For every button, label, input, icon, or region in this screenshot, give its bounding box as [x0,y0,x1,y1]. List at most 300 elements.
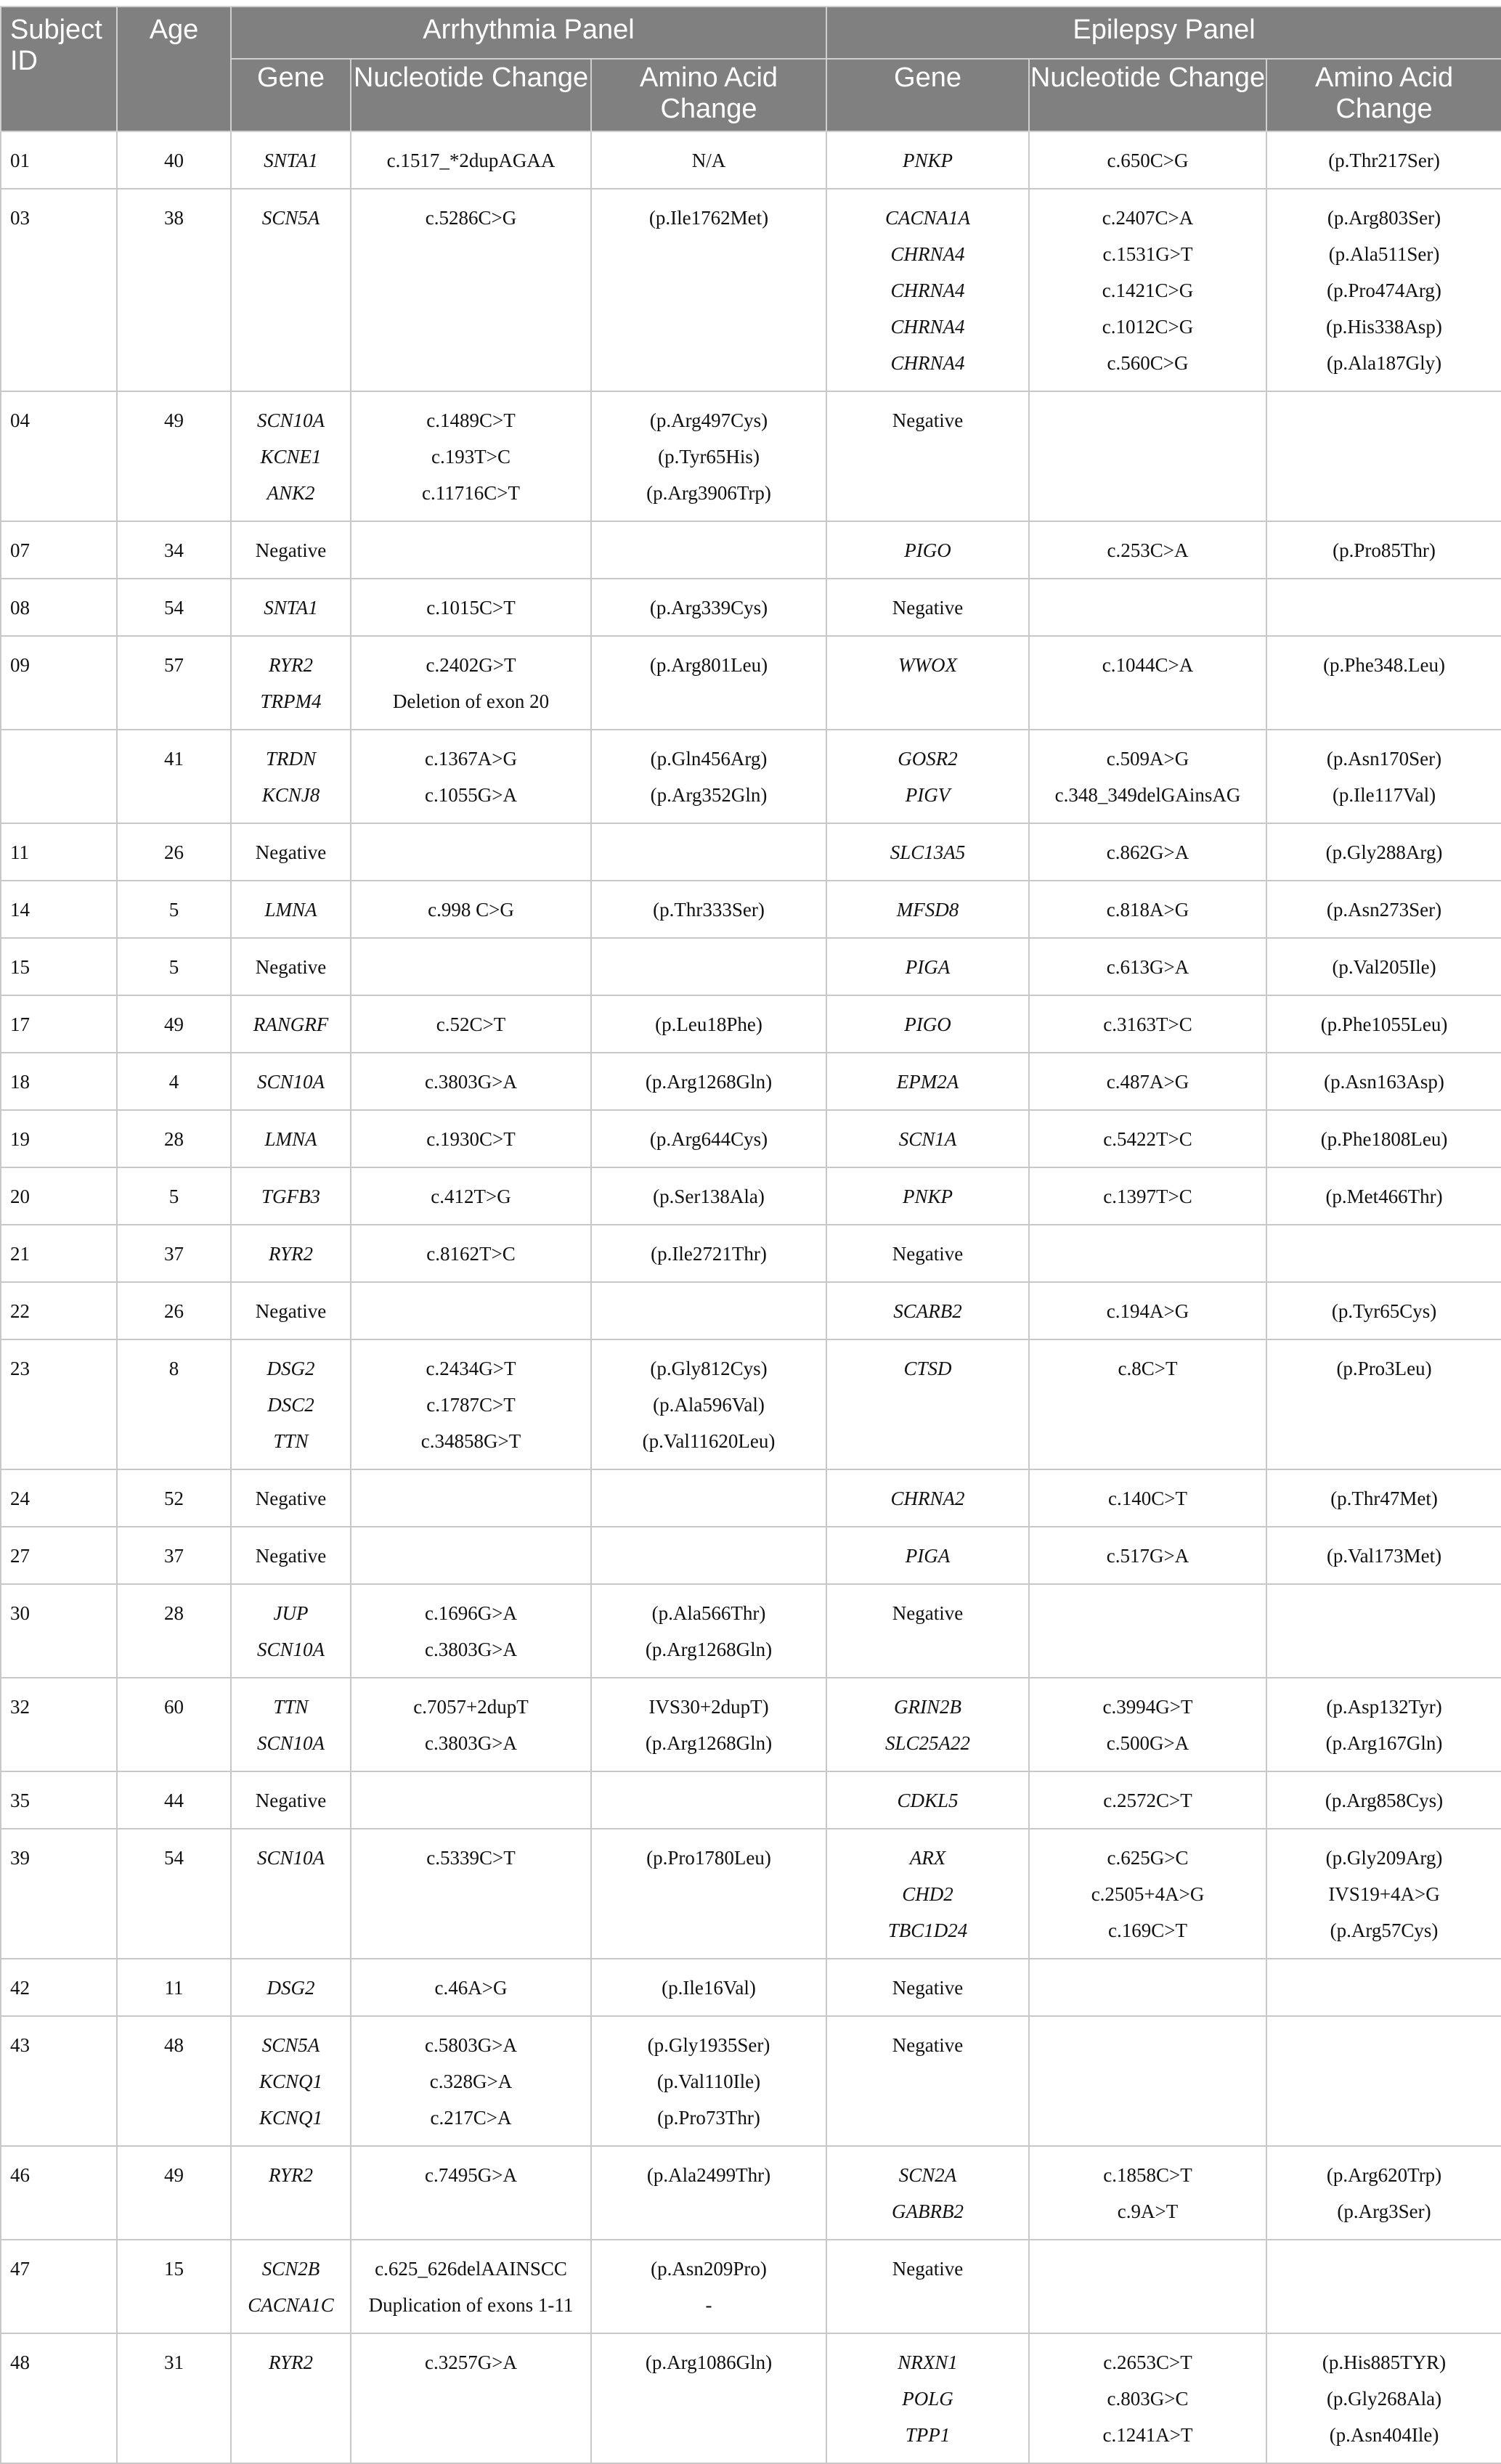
arrhythmia-gene-line: SCN10A [256,409,325,431]
epilepsy-amino-acid-cell [1266,579,1501,636]
epilepsy-nucleotide-line: c.509A>G [1106,748,1189,770]
epilepsy-nucleotide-line: c.3163T>C [1103,1013,1192,1035]
arrhythmia-gene-cell [231,189,351,391]
epilepsy-gene-cell [826,2240,1029,2333]
epilepsy-gene-cell [826,938,1029,995]
subject-id-cell [1,730,117,823]
arrhythmia-nucleotide-line: c.1367A>G [425,748,517,770]
epilepsy-gene-cell [826,730,1029,823]
age-value: 11 [164,1977,184,1999]
arrhythmia-gene-line: SNTA1 [264,150,318,171]
epilepsy-nucleotide-cell [1029,1110,1266,1167]
table-row [1,2333,1501,2463]
arrhythmia-amino-acid-line: (p.Ile2721Thr) [651,1243,767,1265]
arrhythmia-gene-cell [231,1584,351,1678]
arrhythmia-gene-line: TRPM4 [260,690,322,712]
arrhythmia-nucleotide-cell [351,730,591,823]
epilepsy-gene-cell [826,1053,1029,1110]
epilepsy-amino-acid-line: (p.Tyr65Cys) [1331,1300,1437,1322]
arrhythmia-nucleotide-cell [351,938,591,995]
epilepsy-nucleotide-line: c.1531G>T [1102,243,1193,265]
epilepsy-nucleotide-line: c.1044C>A [1102,654,1194,676]
arrhythmia-gene-line: SCN10A [256,1071,325,1093]
epilepsy-nucleotide-cell [1029,2016,1266,2146]
epilepsy-amino-acid-line: (p.Gly288Arg) [1325,841,1443,863]
age-cell [117,579,231,636]
epilepsy-amino-acid-cell [1266,1959,1501,2016]
age-cell [117,881,231,938]
subject-id-value: 01 [10,150,30,171]
table-body [1,131,1501,2463]
arrhythmia-nucleotide-cell [351,1110,591,1167]
table-row [1,189,1501,391]
arrhythmia-amino-acid-cell [591,2333,826,2463]
epilepsy-nucleotide-line: c.1241A>T [1102,2424,1193,2446]
subject-id-value: 35 [10,1790,30,1811]
epilepsy-nucleotide-cell [1029,189,1266,391]
arrhythmia-gene-line: KCNJ8 [261,784,320,806]
age-cell [117,995,231,1053]
epilepsy-amino-acid-line: (p.His338Asp) [1326,316,1442,338]
epilepsy-nucleotide-cell [1029,2333,1266,2463]
epilepsy-nucleotide-line: c.194A>G [1106,1300,1189,1322]
arrhythmia-amino-acid-line: (p.Gln456Arg) [650,748,768,770]
arrhythmia-nucleotide-line: c.52C>T [436,1013,506,1035]
arrhythmia-nucleotide-line: c.7495G>A [425,2164,517,2186]
arrhythmia-nucleotide-line: c.3803G>A [425,1071,517,1093]
epilepsy-amino-acid-cell [1266,1469,1501,1527]
arrhythmia-amino-acid-line: (p.Arg3906Trp) [646,482,771,504]
table-row [1,1959,1501,2016]
subject-id-value: 46 [10,2164,30,2186]
epilepsy-nucleotide-line: c.517G>A [1106,1545,1189,1567]
arrhythmia-amino-acid-line: (p.Ala566Thr) [651,1602,766,1624]
arrhythmia-amino-acid-line: (p.Arg1268Gln) [645,1732,773,1754]
arrhythmia-amino-acid-cell [591,1829,826,1959]
age-cell [117,2240,231,2333]
arrhythmia-nucleotide-cell [351,2240,591,2333]
subject-id-cell [1,131,117,189]
arrhythmia-nucleotide-line: c.2434G>T [426,1358,516,1379]
arrhythmia-gene-cell [231,1282,351,1339]
arrhythmia-nucleotide-line: c.5803G>A [425,2034,517,2056]
arrhythmia-gene-line: SCN10A [256,1847,325,1869]
table-row [1,1339,1501,1469]
table-row [1,1282,1501,1339]
arrhythmia-amino-acid-cell [591,1282,826,1339]
age-cell [117,823,231,881]
epilepsy-gene-line: Negative [892,2258,964,2280]
epilepsy-gene-cell [826,1469,1029,1527]
age-cell [117,730,231,823]
arrhythmia-nucleotide-line: c.11716C>T [422,482,520,504]
age-value: 5 [168,1186,179,1207]
age-value: 37 [164,1545,184,1567]
epilepsy-amino-acid-cell [1266,521,1501,579]
table-row [1,1225,1501,1282]
arrhythmia-nucleotide-cell [351,1225,591,1282]
subject-id-cell [1,2240,117,2333]
arrhythmia-gene-line: Negative [255,539,327,561]
epilepsy-amino-acid-line: (p.Val205Ile) [1332,956,1436,978]
arrhythmia-amino-acid-cell [591,1527,826,1584]
age-value: 49 [164,2164,184,2186]
arrhythmia-gene-line: TRDN [265,748,317,770]
epilepsy-nucleotide-line: c.1397T>C [1103,1186,1192,1207]
age-cell [117,1282,231,1339]
epilepsy-gene-cell [826,1282,1029,1339]
epilepsy-nucleotide-cell [1029,1678,1266,1771]
epilepsy-gene-line: SCN2A [898,2164,957,2186]
epilepsy-nucleotide-cell [1029,1225,1266,1282]
table-row [1,730,1501,823]
table-row [1,1678,1501,1771]
arrhythmia-amino-acid-cell [591,1959,826,2016]
arrhythmia-gene-line: SCN2B [261,2258,320,2280]
epilepsy-gene-line: MFSD8 [896,899,959,921]
age-value: 49 [164,409,184,431]
epilepsy-amino-acid-cell [1266,1339,1501,1469]
arrhythmia-gene-cell [231,2333,351,2463]
epilepsy-amino-acid-line: (p.Phe348.Leu) [1323,654,1446,676]
epilepsy-amino-acid-line: (p.Arg167Gln) [1325,1732,1443,1754]
age-cell [117,2333,231,2463]
age-cell [117,1053,231,1110]
epilepsy-amino-acid-line: (p.Pro474Arg) [1327,280,1441,301]
subject-id-value: 17 [10,1013,30,1035]
epilepsy-nucleotide-cell [1029,131,1266,189]
epilepsy-amino-acid-cell [1266,730,1501,823]
epilepsy-nucleotide-line: c.613G>A [1106,956,1189,978]
table-row [1,995,1501,1053]
arrhythmia-gene-line: LMNA [264,899,317,921]
arrhythmia-amino-acid-line: (p.Leu18Phe) [655,1013,762,1035]
age-cell [117,1527,231,1584]
subject-id-value: 04 [10,409,30,431]
epilepsy-nucleotide-line: c.2505+4A>G [1091,1883,1205,1905]
arrhythmia-amino-acid-cell [591,938,826,995]
epilepsy-gene-line: PNKP [903,1186,953,1207]
arrhythmia-gene-cell [231,995,351,1053]
arrhythmia-nucleotide-line: c.5286C>G [425,207,517,229]
age-value: 40 [164,150,184,171]
epilepsy-gene-cell [826,1959,1029,2016]
arrhythmia-nucleotide-line: c.5339C>T [426,1847,516,1869]
epilepsy-gene-line: PIGV [905,784,951,806]
epilepsy-amino-acid-line: (p.Arg620Trp) [1326,2164,1442,2186]
age-value: 57 [164,654,184,676]
epilepsy-gene-line: CTSD [903,1358,952,1379]
arrhythmia-amino-acid-cell [591,1167,826,1225]
header-arrhythmia-amino-acid-change: Amino Acid Change [591,59,826,131]
epilepsy-gene-cell [826,1225,1029,1282]
arrhythmia-nucleotide-line: c.8162T>C [426,1243,516,1265]
arrhythmia-gene-cell [231,2016,351,2146]
arrhythmia-nucleotide-cell [351,521,591,579]
arrhythmia-gene-line: CACNA1C [248,2294,334,2316]
arrhythmia-nucleotide-cell [351,823,591,881]
table-row [1,823,1501,881]
epilepsy-nucleotide-line: c.8C>T [1118,1358,1178,1379]
arrhythmia-amino-acid-line: (p.Arg1268Gln) [645,1639,773,1660]
epilepsy-gene-cell [826,1584,1029,1678]
subject-id-value: 08 [10,597,30,619]
arrhythmia-nucleotide-line: c.3803G>A [425,1639,517,1660]
subject-id-cell [1,521,117,579]
subject-id-value: 20 [10,1186,30,1207]
epilepsy-gene-line: CHRNA2 [890,1488,965,1509]
subject-id-value: 43 [10,2034,30,2056]
arrhythmia-nucleotide-cell [351,579,591,636]
arrhythmia-amino-acid-line: (p.Asn209Pro) [651,2258,767,2280]
arrhythmia-amino-acid-line: (p.Pro73Thr) [657,2107,760,2129]
arrhythmia-amino-acid-cell [591,521,826,579]
epilepsy-gene-line: Negative [892,2034,964,2056]
epilepsy-gene-cell [826,823,1029,881]
arrhythmia-gene-line: RYR2 [268,2164,313,2186]
subject-id-value: 14 [10,899,30,921]
epilepsy-amino-acid-line: (p.Asn273Ser) [1326,899,1442,921]
arrhythmia-nucleotide-cell [351,131,591,189]
age-cell [117,1829,231,1959]
age-value: 5 [168,899,179,921]
arrhythmia-gene-cell [231,938,351,995]
table-row [1,2146,1501,2240]
epilepsy-amino-acid-cell [1266,1167,1501,1225]
epilepsy-nucleotide-line: c.1858C>T [1103,2164,1192,2186]
table-row [1,1771,1501,1829]
subject-id-cell [1,1053,117,1110]
epilepsy-nucleotide-cell [1029,1584,1266,1678]
arrhythmia-gene-line: SNTA1 [264,597,318,619]
age-value: 5 [168,956,179,978]
epilepsy-gene-line: CDKL5 [897,1790,959,1811]
epilepsy-nucleotide-line: c.3994G>T [1102,1696,1193,1718]
epilepsy-gene-cell [826,131,1029,189]
subject-id-cell [1,823,117,881]
header-subject-id: Subject ID [1,7,117,131]
age-value: 28 [164,1602,184,1624]
age-cell [117,938,231,995]
epilepsy-amino-acid-cell [1266,1110,1501,1167]
results-table-container [0,6,1501,2464]
subject-id-cell [1,938,117,995]
table-row [1,579,1501,636]
age-value: 41 [164,748,184,770]
subject-id-cell [1,1527,117,1584]
epilepsy-amino-acid-cell [1266,1584,1501,1678]
subject-id-cell [1,1829,117,1959]
subject-id-value: 11 [10,841,29,863]
table-row [1,1829,1501,1959]
epilepsy-nucleotide-cell [1029,579,1266,636]
arrhythmia-nucleotide-cell [351,1527,591,1584]
arrhythmia-amino-acid-line: (p.Arg339Cys) [649,597,768,619]
epilepsy-gene-line: CHD2 [902,1883,953,1905]
age-value: 4 [168,1071,179,1093]
epilepsy-nucleotide-cell [1029,1959,1266,2016]
epilepsy-amino-acid-cell [1266,1053,1501,1110]
age-value: 60 [164,1696,184,1718]
epilepsy-amino-acid-line: (p.Arg3Ser) [1337,2200,1431,2222]
age-cell [117,1225,231,1282]
arrhythmia-gene-cell [231,1829,351,1959]
arrhythmia-amino-acid-cell [591,391,826,521]
subject-id-cell [1,189,117,391]
subject-id-cell [1,1110,117,1167]
arrhythmia-amino-acid-cell [591,995,826,1053]
arrhythmia-gene-line: RANGRF [253,1013,329,1035]
arrhythmia-amino-acid-line: (p.Ala2499Thr) [646,2164,771,2186]
epilepsy-amino-acid-cell [1266,938,1501,995]
epilepsy-gene-line: SLC13A5 [890,841,966,863]
epilepsy-amino-acid-line: (p.Pro3Leu) [1336,1358,1432,1379]
epilepsy-nucleotide-line: c.2653C>T [1103,2351,1192,2373]
arrhythmia-nucleotide-line: c.3803G>A [425,1732,517,1754]
arrhythmia-amino-acid-line: (p.Ser138Ala) [653,1186,765,1207]
age-cell [117,391,231,521]
epilepsy-nucleotide-line: c.2407C>A [1102,207,1194,229]
arrhythmia-nucleotide-line: Duplication of exons 1-11 [368,2294,574,2316]
epilepsy-gene-line: NRXN1 [898,2351,958,2373]
subject-id-cell [1,1771,117,1829]
age-cell [117,1339,231,1469]
arrhythmia-gene-cell [231,131,351,189]
epilepsy-nucleotide-cell [1029,2240,1266,2333]
epilepsy-gene-line: PNKP [903,150,953,171]
epilepsy-gene-line: CHRNA4 [890,316,965,338]
arrhythmia-amino-acid-cell [591,1110,826,1167]
age-value: 34 [164,539,184,561]
age-cell [117,1469,231,1527]
age-value: 31 [164,2351,184,2373]
epilepsy-amino-acid-cell [1266,391,1501,521]
epilepsy-amino-acid-cell [1266,1527,1501,1584]
epilepsy-gene-cell [826,1829,1029,1959]
age-cell [117,1678,231,1771]
arrhythmia-amino-acid-cell [591,1678,826,1771]
arrhythmia-nucleotide-cell [351,1678,591,1771]
age-cell [117,1584,231,1678]
age-cell [117,1959,231,2016]
table-row [1,1469,1501,1527]
arrhythmia-amino-acid-cell [591,730,826,823]
epilepsy-gene-cell [826,1339,1029,1469]
epilepsy-nucleotide-cell [1029,1527,1266,1584]
epilepsy-gene-line: GRIN2B [894,1696,962,1718]
epilepsy-amino-acid-line: IVS19+4A>G [1328,1883,1440,1905]
arrhythmia-amino-acid-cell [591,2240,826,2333]
epilepsy-gene-line: Negative [892,597,964,619]
subject-id-cell [1,2146,117,2240]
arrhythmia-gene-line: ANK2 [267,482,315,504]
epilepsy-gene-line: PIGA [905,1545,951,1567]
epilepsy-nucleotide-line: c.500G>A [1106,1732,1189,1754]
epilepsy-amino-acid-cell [1266,2016,1501,2146]
epilepsy-gene-line: GOSR2 [898,748,958,770]
age-value: 26 [164,841,184,863]
subject-id-value [10,741,116,777]
table-row [1,636,1501,730]
arrhythmia-amino-acid-line: (p.Val11620Leu) [642,1430,776,1452]
epilepsy-nucleotide-cell [1029,823,1266,881]
arrhythmia-gene-cell [231,636,351,730]
epilepsy-amino-acid-line: (p.Thr217Ser) [1328,150,1440,171]
epilepsy-gene-cell [826,1771,1029,1829]
arrhythmia-gene-line: JUP [273,1602,309,1624]
arrhythmia-amino-acid-cell [591,1584,826,1678]
arrhythmia-amino-acid-cell [591,636,826,730]
arrhythmia-gene-line: KCNQ1 [259,2071,323,2092]
subject-id-value: 24 [10,1488,30,1509]
epilepsy-amino-acid-cell [1266,1225,1501,1282]
epilepsy-nucleotide-cell [1029,995,1266,1053]
arrhythmia-gene-cell [231,1678,351,1771]
epilepsy-gene-cell [826,521,1029,579]
arrhythmia-nucleotide-cell [351,1339,591,1469]
table-row [1,1110,1501,1167]
age-cell [117,1167,231,1225]
subject-id-value: 39 [10,1847,30,1869]
epilepsy-nucleotide-cell [1029,1829,1266,1959]
arrhythmia-amino-acid-line: (p.Arg352Gln) [650,784,768,806]
arrhythmia-nucleotide-line: c.998 C>G [428,899,514,921]
table-row [1,131,1501,189]
arrhythmia-gene-cell [231,2146,351,2240]
epilepsy-nucleotide-line: c.9A>T [1117,2200,1179,2222]
epilepsy-amino-acid-line: (p.Gly209Arg) [1325,1847,1443,1869]
epilepsy-nucleotide-line: c.818A>G [1106,899,1189,921]
arrhythmia-amino-acid-cell [591,579,826,636]
subject-id-value: 15 [10,956,30,978]
arrhythmia-gene-line: Negative [255,956,327,978]
age-cell [117,189,231,391]
arrhythmia-gene-cell [231,1167,351,1225]
subject-id-value: 47 [10,2258,30,2280]
epilepsy-amino-acid-line: (p.Asn170Ser) [1326,748,1442,770]
epilepsy-amino-acid-line: (p.Phe1808Leu) [1320,1128,1448,1150]
subject-id-value: 32 [10,1696,30,1718]
epilepsy-gene-line: WWOX [898,654,958,676]
header-age: Age [117,7,231,131]
arrhythmia-nucleotide-line: c.217C>A [430,2107,512,2129]
arrhythmia-nucleotide-line: c.412T>G [431,1186,511,1207]
arrhythmia-nucleotide-cell [351,995,591,1053]
table-row [1,938,1501,995]
epilepsy-nucleotide-line: c.487A>G [1106,1071,1189,1093]
epilepsy-amino-acid-cell [1266,2146,1501,2240]
arrhythmia-gene-line: KCNQ1 [259,2107,323,2129]
age-value: 38 [164,207,184,229]
epilepsy-gene-cell [826,636,1029,730]
subject-id-cell [1,1469,117,1527]
subject-id-cell [1,881,117,938]
epilepsy-gene-line: ARX [909,1847,946,1869]
subject-id-cell [1,1282,117,1339]
epilepsy-gene-line: CHRNA4 [890,352,965,374]
arrhythmia-gene-cell [231,1771,351,1829]
epilepsy-nucleotide-cell [1029,1469,1266,1527]
epilepsy-amino-acid-line: (p.Val173Met) [1326,1545,1442,1567]
arrhythmia-nucleotide-cell [351,1282,591,1339]
epilepsy-nucleotide-cell [1029,2146,1266,2240]
arrhythmia-amino-acid-cell [591,131,826,189]
epilepsy-nucleotide-cell [1029,881,1266,938]
arrhythmia-gene-cell [231,730,351,823]
epilepsy-gene-line: Negative [892,409,964,431]
arrhythmia-amino-acid-cell [591,1225,826,1282]
header-epilepsy-panel: Epilepsy Panel [826,7,1501,59]
